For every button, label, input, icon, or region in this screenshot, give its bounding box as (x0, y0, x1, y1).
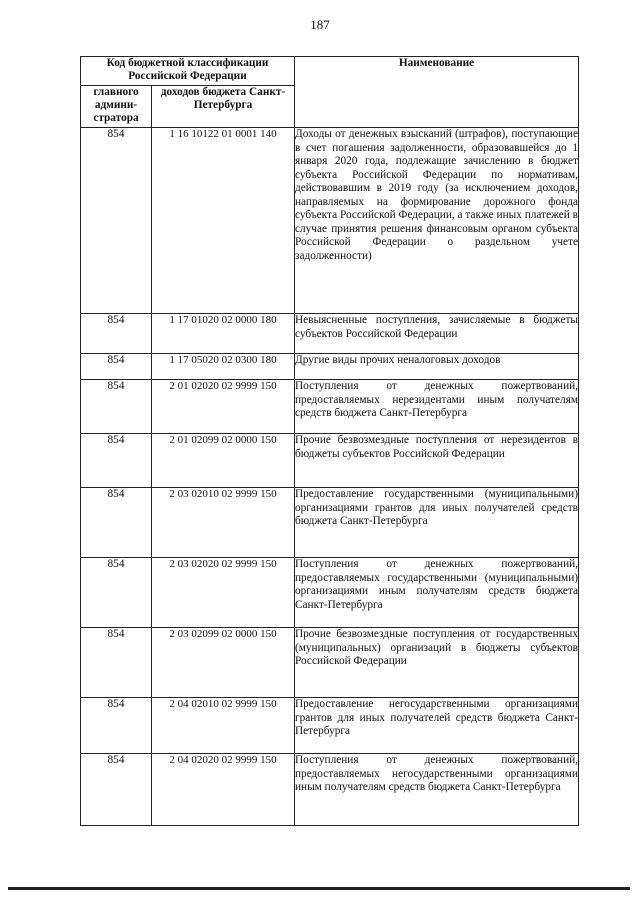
revenue-code-cell: 2 03 02020 02 9999 150 (152, 558, 295, 628)
revenue-code-cell: 2 01 02099 02 0000 150 (152, 434, 295, 488)
revenue-code-cell: 2 04 02010 02 9999 150 (152, 698, 295, 754)
admin-code-cell: 854 (81, 314, 152, 354)
revenue-code-cell: 2 01 02020 02 9999 150 (152, 380, 295, 434)
revenue-name-cell: Предоставление негосударственными организациями грантов для иных получателей средств бюджета Санкт-Петербурга (295, 698, 579, 754)
revenue-code-cell: 2 04 02020 02 9999 150 (152, 754, 295, 826)
header-name: Наименование (295, 57, 579, 128)
header-classification-code: Код бюджетной классификации Российской Федерации (81, 57, 295, 86)
revenue-code-cell: 2 03 02099 02 0000 150 (152, 628, 295, 698)
admin-code-cell: 854 (81, 434, 152, 488)
revenue-code-cell: 1 16 10122 01 0001 140 (152, 128, 295, 314)
revenue-code-cell: 1 17 05020 02 0300 180 (152, 354, 295, 380)
revenue-name-cell: Невыясненные поступления, зачисляемые в бюджеты субъектов Российской Федерации (295, 314, 579, 354)
revenue-name-cell: Предоставление государственными (муниципальными) организациями грантов для иных получателей средств бюджета Санкт-Петербурга (295, 488, 579, 558)
revenue-name-cell: Поступления от денежных пожертвований, предоставляемых негосударственными организациями иным получателям средств бюджета Санкт-Петербурга (295, 754, 579, 826)
table-row (81, 754, 579, 826)
table-row (81, 628, 579, 698)
admin-code-cell: 854 (81, 354, 152, 380)
admin-code-cell: 854 (81, 488, 152, 558)
table-row (81, 354, 579, 380)
revenue-name-cell: Поступления от денежных пожертвований, предоставляемых государственными (муниципальными) организациями иным получателям средств бюджета Санкт-Петербурга (295, 558, 579, 628)
budget-classification-table (80, 56, 579, 826)
revenue-code-cell: 2 03 02010 02 9999 150 (152, 488, 295, 558)
table-row (81, 698, 579, 754)
table-row (81, 128, 579, 314)
admin-code-cell: 854 (81, 698, 152, 754)
admin-code-cell: 854 (81, 754, 152, 826)
admin-code-cell: 854 (81, 380, 152, 434)
table-row (81, 434, 579, 488)
revenue-name-cell: Прочие безвозмездные поступления от нерезидентов в бюджеты субъектов Российской Федерации (295, 434, 579, 488)
revenue-name-cell: Доходы от денежных взысканий (штрафов), поступающие в счет погашения задолженности, образовавшейся до 1 января 2020 года, подлежащие зачислению в бюджет субъекта Российской Федерации по нормативам, действовавшим в 2019 году (за исключением доходов, направляемых на формирование дорожного фонда субъекта Российской Федерации, а также иных платежей в случае принятия решения финансовым органом субъекта Российской Федерации о раздельном учете задолженности) (295, 128, 579, 314)
revenue-name-cell: Прочие безвозмездные поступления от государственных (муниципальных) организаций в бюджеты субъектов Российской Федерации (295, 628, 579, 698)
page-number: 187 (310, 17, 330, 32)
revenue-name-cell: Другие виды прочих неналоговых доходов (295, 354, 579, 380)
admin-code-cell: 854 (81, 628, 152, 698)
table-row (81, 558, 579, 628)
header-chief-administrator: главного админи-стратора (81, 86, 152, 128)
admin-code-cell: 854 (81, 128, 152, 314)
table-row (81, 314, 579, 354)
table-row (81, 380, 579, 434)
admin-code-cell: 854 (81, 558, 152, 628)
table-row (81, 488, 579, 558)
page-bottom-rule (8, 887, 630, 890)
revenue-code-cell: 1 17 01020 02 0000 180 (152, 314, 295, 354)
revenue-name-cell: Поступления от денежных пожертвований, предоставляемых нерезидентами иным получателям средств бюджета Санкт-Петербурга (295, 380, 579, 434)
header-revenue-code: доходов бюджета Санкт-Петербурга (152, 86, 295, 128)
